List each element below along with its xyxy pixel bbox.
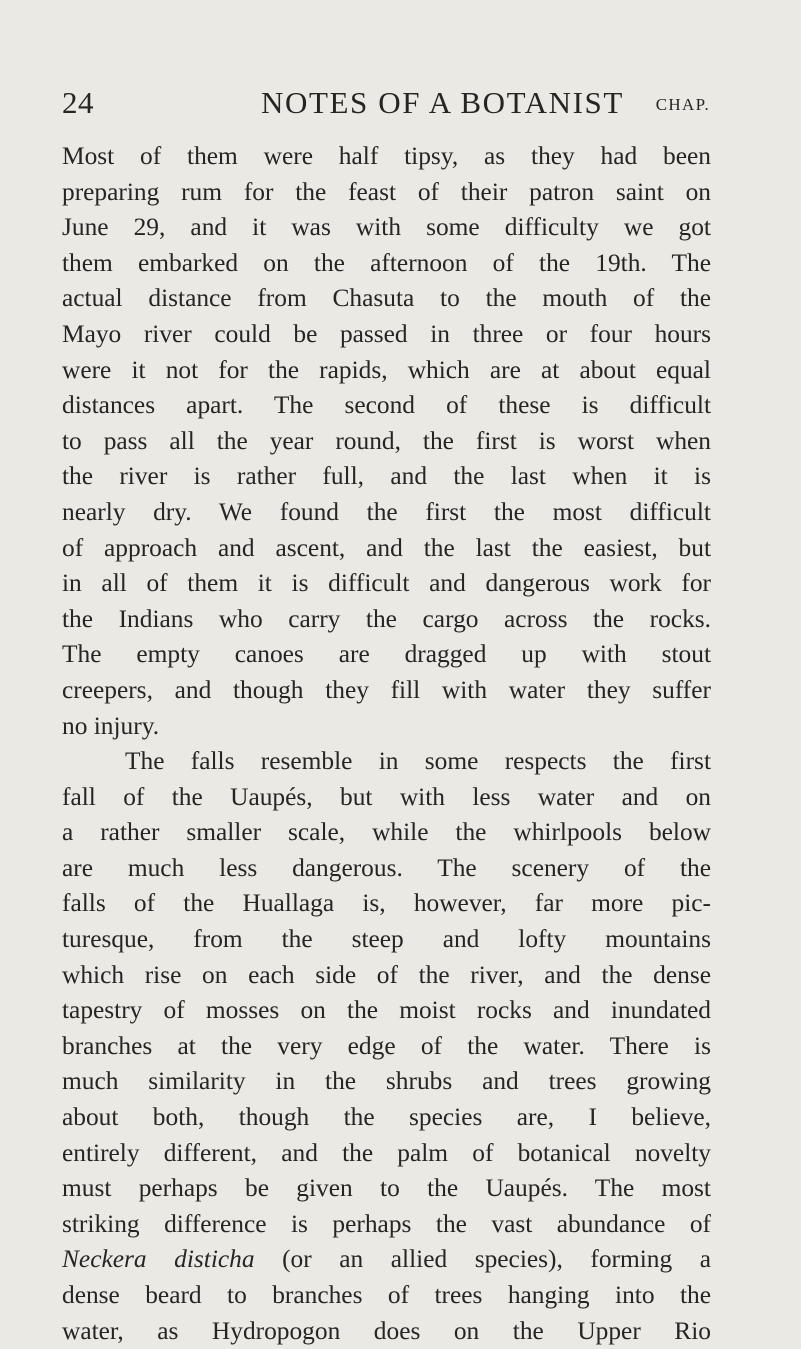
text-line: in all of them it is difficult and dangerous work for [62, 569, 711, 598]
text-line: a rather smaller scale, while the whirlpools below [62, 818, 711, 847]
text-line: distances apart. The second of these is difficult [62, 391, 711, 420]
text-line: must perhaps be given to the Uaupés. The most [62, 1174, 711, 1203]
text-line: tapestry of mosses on the moist rocks and inundated [62, 996, 711, 1025]
text-line: the river is rather full, and the last when it is [62, 462, 711, 491]
chapter-label: CHAP. [655, 95, 710, 114]
text-line: fall of the Uaupés, but with less water and on [62, 782, 711, 811]
text-line: of approach and ascent, and the last the easiest, but [62, 533, 711, 562]
text-line: the Indians who carry the cargo across the rocks. [62, 604, 711, 633]
text-line: to pass all the year round, the first is worst when [62, 426, 711, 455]
text-line: Mayo river could be passed in three or four hours [62, 319, 711, 348]
species-name: Neckera disticha [62, 1245, 255, 1274]
text-line: much similarity in the shrubs and trees growing [62, 1067, 711, 1096]
text-line: water, as Hydropogon does on the Upper Rio [62, 1316, 711, 1345]
text-line: turesque, from the steep and lofty mountains [62, 925, 711, 954]
text-line: nearly dry. We found the first the most difficult [62, 497, 711, 526]
page-number: 24 [62, 85, 94, 120]
text-line: entirely different, and the palm of botanical novelty [62, 1138, 711, 1167]
text-line: dense beard to branches of trees hanging into the [62, 1281, 711, 1309]
text-line: The empty canoes are dragged up with stout [62, 640, 711, 669]
text-line: actual distance from Chasuta to the mouth of the [62, 284, 711, 313]
paragraph-end-line: no injury. [62, 711, 160, 740]
text-line: about both, though the species are, I believe, [62, 1103, 711, 1132]
text-line: which rise on each side of the river, and the dense [62, 960, 711, 989]
paragraph-start-line: The falls resemble in some respects the first [125, 747, 711, 776]
text-line: June 29, and it was with some difficulty we got [62, 213, 711, 242]
text-line: are much less dangerous. The scenery of the [62, 853, 711, 882]
text-line: branches at the very edge of the water. There is [62, 1031, 711, 1060]
running-title: NOTES OF A BOTANIST [261, 85, 624, 120]
running-head [62, 78, 710, 128]
body-text [62, 139, 711, 1349]
text-line: striking difference is perhaps the vast abundance of [62, 1209, 711, 1238]
text-line: were it not for the rapids, which are at about equal [62, 355, 711, 384]
text-line-rest: (or an allied species), forming a [282, 1245, 711, 1274]
text-line: falls of the Huallaga is, however, far more pic- [62, 889, 711, 918]
text-line: them embarked on the afternoon of the 19th. The [62, 248, 711, 277]
text-line: preparing rum for the feast of their patron saint on [62, 177, 711, 206]
text-line: Most of them were half tipsy, as they had been [62, 142, 711, 170]
text-line: creepers, and though they fill with water they suffer [62, 675, 711, 704]
text-line-with-species-name [62, 1242, 711, 1278]
